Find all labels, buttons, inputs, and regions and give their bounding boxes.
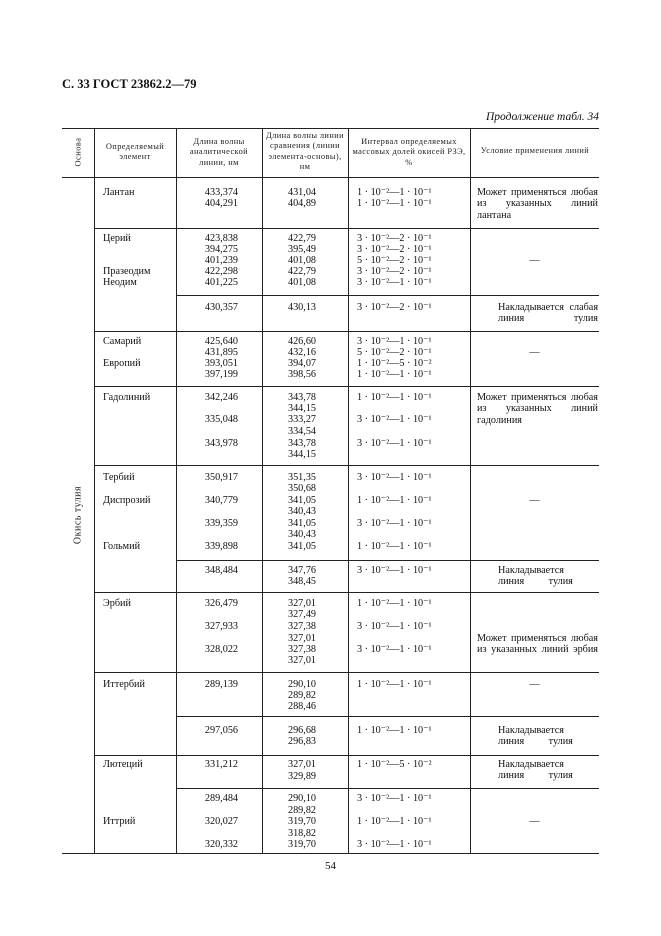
- analytic-wavelength: 394,275: [204, 244, 238, 255]
- compare-wavelength: 327,01: [287, 598, 316, 609]
- compare-wavelength: 333,27: [287, 414, 316, 425]
- element-name: Лантан: [103, 187, 135, 198]
- analytic-wavelength: 320,332: [204, 839, 238, 850]
- element-name: Неодим: [103, 277, 137, 288]
- table-bottom-border: [62, 853, 599, 854]
- subrow-separator: [176, 560, 599, 561]
- element-name: Гольмий: [103, 541, 141, 552]
- page-number: 54: [325, 860, 336, 872]
- row-separator: [94, 228, 599, 229]
- page-title: С. 33 ГОСТ 23862.2—79: [62, 77, 197, 91]
- condition-text: Накладывается линия тулия: [498, 759, 573, 782]
- interval-range: 1 · 10⁻²—1 · 10⁻¹: [357, 598, 432, 609]
- compare-wavelength: 350,68: [287, 483, 316, 494]
- analytic-wavelength: 289,484: [204, 793, 238, 804]
- interval-range: 3 · 10⁻²—1 · 10⁻¹: [357, 277, 432, 288]
- analytic-wavelength: 339,359: [204, 518, 238, 529]
- table-continuation-label: Продолжение табл. 34: [486, 111, 599, 123]
- compare-wavelength: 401,08: [287, 255, 316, 266]
- element-name: Европий: [103, 358, 141, 369]
- element-name: Лютеций: [103, 759, 143, 770]
- compare-wavelength: 432,16: [287, 347, 316, 358]
- interval-range: 3 · 10⁻²—1 · 10⁻¹: [357, 644, 432, 655]
- condition-text: —: [529, 495, 540, 506]
- analytic-wavelength: 404,291: [204, 198, 238, 209]
- compare-wavelength: 395,49: [287, 244, 316, 255]
- interval-range: 1 · 10⁻²—5 · 10⁻²: [357, 358, 432, 369]
- compare-wavelength: 334,54: [287, 426, 316, 437]
- col-divider-interval: [470, 128, 471, 853]
- compare-wavelength: 318,82: [287, 828, 316, 839]
- basis-value: Окись тулия: [72, 485, 84, 545]
- analytic-wavelength: 401,225: [204, 277, 238, 288]
- compare-wavelength: 340,43: [287, 506, 316, 517]
- header-basis: Основа: [73, 137, 83, 167]
- interval-range: 1 · 10⁻²—1 · 10⁻¹: [357, 392, 432, 403]
- analytic-wavelength: 320,027: [204, 816, 238, 827]
- compare-wavelength: 422,79: [287, 266, 316, 277]
- col-divider-basis: [94, 128, 95, 853]
- element-name: Иттрий: [103, 816, 136, 827]
- subrow-separator: [176, 716, 599, 717]
- analytic-wavelength: 425,640: [204, 336, 238, 347]
- compare-wavelength: 404,89: [287, 198, 316, 209]
- compare-wavelength: 290,10: [287, 793, 316, 804]
- analytic-wavelength: 430,357: [204, 302, 238, 313]
- compare-wavelength: 296,83: [287, 736, 316, 747]
- compare-wavelength: 327,38: [287, 644, 316, 655]
- condition-text: Накладывается линия тулия: [498, 725, 573, 748]
- compare-wavelength: 327,49: [287, 609, 316, 620]
- analytic-wavelength: 331,212: [204, 759, 238, 770]
- subrow-separator: [176, 788, 599, 789]
- interval-range: 3 · 10⁻²—1 · 10⁻¹: [357, 793, 432, 804]
- condition-text: Может применяться любая из указанных линий лантана: [477, 187, 598, 221]
- analytic-wavelength: 327,933: [204, 621, 238, 632]
- interval-range: 1 · 10⁻²—5 · 10⁻²: [357, 759, 432, 770]
- analytic-wavelength: 433,374: [204, 187, 238, 198]
- condition-text: Накладывается линия тулия: [498, 565, 573, 588]
- compare-wavelength: 341,05: [287, 495, 316, 506]
- analytic-wavelength: 289,139: [204, 679, 238, 690]
- analytic-wavelength: 297,056: [204, 725, 238, 736]
- condition-text: —: [529, 679, 540, 690]
- element-name: Иттербий: [103, 679, 145, 690]
- analytic-wavelength: 350,917: [204, 472, 238, 483]
- element-name: Празеодим: [103, 266, 151, 277]
- element-name: Эрбий: [103, 598, 131, 609]
- compare-wavelength: 319,70: [287, 839, 316, 850]
- interval-range: 1 · 10⁻²—1 · 10⁻¹: [357, 369, 432, 380]
- analytic-wavelength: 423,838: [204, 233, 238, 244]
- compare-wavelength: 431,04: [287, 187, 316, 198]
- analytic-wavelength: 431,895: [204, 347, 238, 358]
- interval-range: 3 · 10⁻²—1 · 10⁻¹: [357, 438, 432, 449]
- compare-wavelength: 426,60: [287, 336, 316, 347]
- analytic-wavelength: 326,479: [204, 598, 238, 609]
- interval-range: 3 · 10⁻²—2 · 10⁻¹: [357, 266, 432, 277]
- interval-range: 5 · 10⁻²—2 · 10⁻¹: [357, 255, 432, 266]
- interval-range: 3 · 10⁻²—1 · 10⁻¹: [357, 336, 432, 347]
- col-divider-compare: [348, 128, 349, 853]
- compare-wavelength: 289,82: [287, 690, 316, 701]
- condition-text: Может применяться любая из указанных линий гадолиния: [477, 392, 598, 426]
- header-compare: Длина волны линии сравнения (линии элемента-основы), нм: [266, 131, 344, 172]
- row-separator: [94, 672, 599, 673]
- interval-range: 3 · 10⁻²—1 · 10⁻¹: [357, 518, 432, 529]
- compare-wavelength: 344,15: [287, 449, 316, 460]
- condition-text: Может применяться любая из указанных линий эрбия: [477, 633, 598, 656]
- element-name: Самарий: [103, 336, 142, 347]
- analytic-wavelength: 401,239: [204, 255, 238, 266]
- table-top-border: [62, 128, 599, 129]
- condition-text: —: [529, 255, 540, 266]
- analytic-wavelength: 342,246: [204, 392, 238, 403]
- compare-wavelength: 343,78: [287, 438, 316, 449]
- row-separator: [94, 465, 599, 466]
- interval-range: 1 · 10⁻²—1 · 10⁻¹: [357, 679, 432, 690]
- interval-range: 3 · 10⁻²—2 · 10⁻¹: [357, 233, 432, 244]
- analytic-wavelength: 340,779: [204, 495, 238, 506]
- compare-wavelength: 341,05: [287, 541, 316, 552]
- header-element: Определяемый элемент: [105, 142, 165, 162]
- compare-wavelength: 340,43: [287, 529, 316, 540]
- compare-wavelength: 343,78: [287, 392, 316, 403]
- interval-range: 3 · 10⁻²—1 · 10⁻¹: [357, 414, 432, 425]
- analytic-wavelength: 397,199: [204, 369, 238, 380]
- interval-range: 3 · 10⁻²—1 · 10⁻¹: [357, 565, 432, 576]
- compare-wavelength: 348,45: [287, 576, 316, 587]
- compare-wavelength: 327,01: [287, 633, 316, 644]
- compare-wavelength: 288,46: [287, 701, 316, 712]
- row-separator: [94, 592, 599, 593]
- compare-wavelength: 422,79: [287, 233, 316, 244]
- analytic-wavelength: 393,051: [204, 358, 238, 369]
- compare-wavelength: 319,70: [287, 816, 316, 827]
- interval-range: 3 · 10⁻²—1 · 10⁻¹: [357, 472, 432, 483]
- table-header-separator: [62, 177, 599, 178]
- interval-range: 3 · 10⁻²—2 · 10⁻¹: [357, 244, 432, 255]
- analytic-wavelength: 343,978: [204, 438, 238, 449]
- compare-wavelength: 344,15: [287, 403, 316, 414]
- compare-wavelength: 347,76: [287, 565, 316, 576]
- interval-range: 1 · 10⁻²—1 · 10⁻¹: [357, 495, 432, 506]
- interval-range: 1 · 10⁻²—1 · 10⁻¹: [357, 541, 432, 552]
- compare-wavelength: 430,13: [287, 302, 316, 313]
- interval-range: 1 · 10⁻²—1 · 10⁻¹: [357, 816, 432, 827]
- element-name: Гадолиний: [103, 392, 151, 403]
- interval-range: 3 · 10⁻²—1 · 10⁻¹: [357, 621, 432, 632]
- analytic-wavelength: 339,898: [204, 541, 238, 552]
- header-analytic: Длина волны аналитической линии, нм: [189, 137, 249, 167]
- analytic-wavelength: 348,484: [204, 565, 238, 576]
- interval-range: 5 · 10⁻²—2 · 10⁻¹: [357, 347, 432, 358]
- compare-wavelength: 290,10: [287, 679, 316, 690]
- compare-wavelength: 398,56: [287, 369, 316, 380]
- analytic-wavelength: 335,048: [204, 414, 238, 425]
- compare-wavelength: 296,68: [287, 725, 316, 736]
- compare-wavelength: 351,35: [287, 472, 316, 483]
- compare-wavelength: 327,01: [287, 655, 316, 666]
- header-interval: Интервал определяемых массовых долей окисей РЗЭ, %: [352, 137, 466, 167]
- compare-wavelength: 327,38: [287, 621, 316, 632]
- col-divider-element: [176, 128, 177, 853]
- row-separator: [94, 331, 599, 332]
- analytic-wavelength: 328,022: [204, 644, 238, 655]
- condition-text: —: [529, 816, 540, 827]
- compare-wavelength: 394,07: [287, 358, 316, 369]
- compare-wavelength: 327,01: [287, 759, 316, 770]
- condition-text: —: [529, 347, 540, 358]
- interval-range: 1 · 10⁻²—1 · 10⁻¹: [357, 198, 432, 209]
- compare-wavelength: 401,08: [287, 277, 316, 288]
- compare-wavelength: 289,82: [287, 805, 316, 816]
- element-name: Тербий: [103, 472, 135, 483]
- compare-wavelength: 329,89: [287, 771, 316, 782]
- interval-range: 3 · 10⁻²—1 · 10⁻¹: [357, 839, 432, 850]
- analytic-wavelength: 422,298: [204, 266, 238, 277]
- row-separator: [94, 386, 599, 387]
- col-divider-analytic: [262, 128, 263, 853]
- condition-text: Накладывается слабая линия тулия: [498, 302, 598, 325]
- compare-wavelength: 341,05: [287, 518, 316, 529]
- subrow-separator: [176, 295, 599, 296]
- row-separator: [94, 755, 599, 756]
- interval-range: 1 · 10⁻²—1 · 10⁻¹: [357, 725, 432, 736]
- element-name: Диспрозий: [103, 495, 151, 506]
- interval-range: 1 · 10⁻²—1 · 10⁻¹: [357, 187, 432, 198]
- header-condition: Условие применения линий: [480, 146, 590, 155]
- element-name: Церий: [103, 233, 131, 244]
- interval-range: 3 · 10⁻²—2 · 10⁻¹: [357, 302, 432, 313]
